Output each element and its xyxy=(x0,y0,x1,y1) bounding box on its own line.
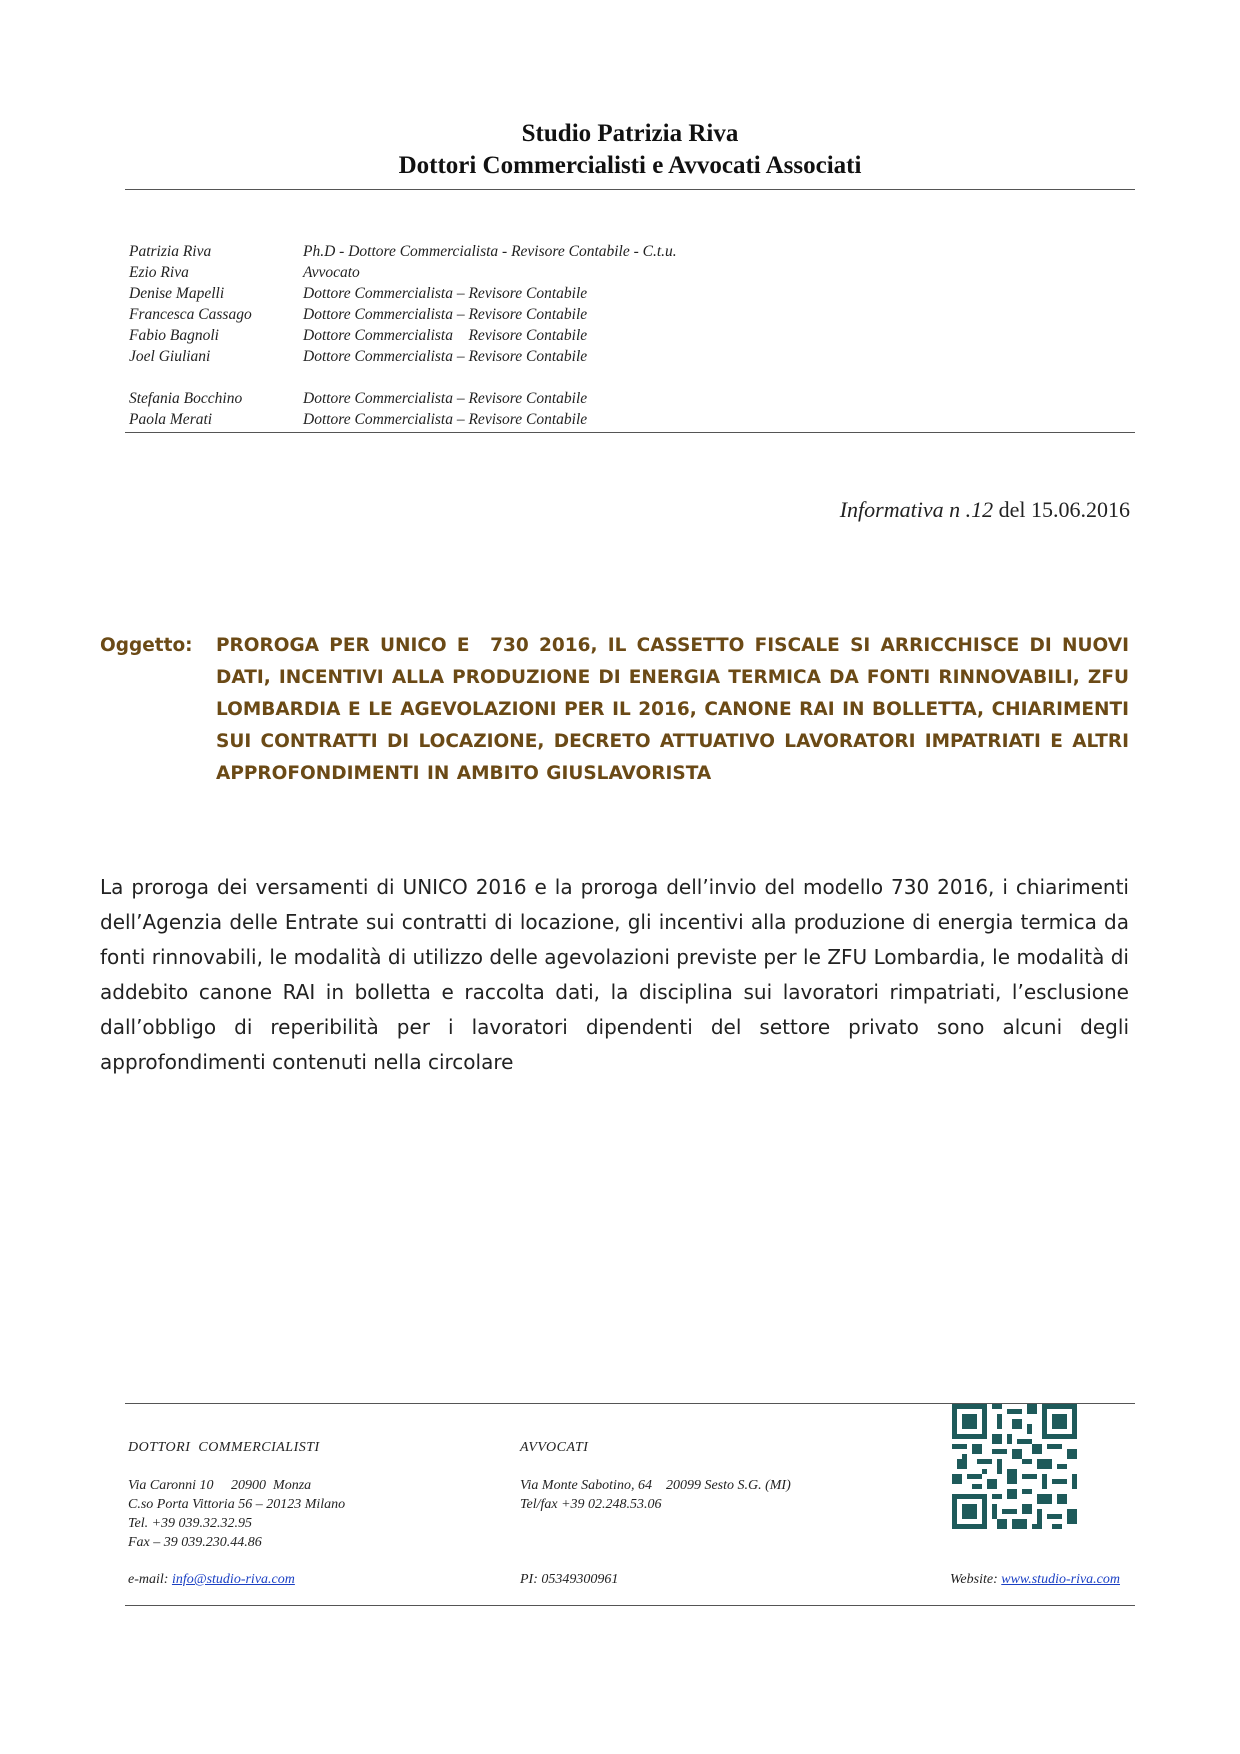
footer-pi: PI: 05349300961 xyxy=(520,1572,619,1587)
staff-row xyxy=(129,388,1029,409)
subject-text: PROROGA PER UNICO E 730 2016, IL CASSETTO FISCALE SI ARRICCHISCE DI NUOVI DATI, INCENTIVI ALLA PRODUZIONE DI ENERGIA TERMICA DA FONTI RINNOVABILI, ZFU LOMBARDIA E LE AGEVOLAZIONI PER IL 2016, CANONE RAI IN BOLLETTA, CHIARIMENTI SUI CONTRATTI DI LOCAZIONE, DECRETO ATTUATIVO LAVORATORI IMPATRIATI E ALTRI APPROFONDIMENTI IN AMBITO GIUSLAVORISTA xyxy=(216,635,1137,784)
email-label: e-mail: xyxy=(128,1572,169,1587)
website-link[interactable]: www.studio-riva.com xyxy=(1001,1572,1120,1587)
subject-label: Oggetto: xyxy=(100,635,193,656)
body-paragraph: La proroga dei versamenti di UNICO 2016 e la proroga dell’invio del modello 730 2016, i chiarimenti dell’Agenzia delle Entrate sui contratti di locazione, gli incentivi alla produzione di energia termica da fonti rinnovabili, le modalità di utilizzo delle agevolazioni previste per le ZFU Lombardia, le modalità di addebito canone RAI in bolletta e raccolta dati, la disciplina sui lavoratori rimpatriati, l’esclusione dall’obbligo di reperibilità per i lavoratori dipendenti del settore privato sono alcuni degli approfondimenti contenuti nella circolare xyxy=(100,875,1129,1074)
email-link[interactable]: info@studio-riva.com xyxy=(171,1572,295,1587)
qr-code-icon xyxy=(952,1404,1077,1529)
informativa-line xyxy=(840,497,1130,523)
footer xyxy=(125,1400,1135,1600)
header-top-rule xyxy=(125,189,1135,190)
header-bottom-rule xyxy=(125,432,1135,433)
commercialisti-address-monza: Via Caronni 10 20900 Monza xyxy=(128,1478,312,1493)
staff-role: Ph.D - Dottore Commercialista - Revisore Contabile - C.t.u. xyxy=(303,243,677,260)
staff-role: Dottore Commercialista – Revisore Contabile xyxy=(303,306,588,323)
staff-name: Fabio Bagnoli xyxy=(129,327,219,344)
avvocati-title: AVVOCATI xyxy=(520,1440,589,1455)
staff-row xyxy=(129,283,1029,304)
staff-name: Ezio Riva xyxy=(129,264,189,281)
staff-row xyxy=(129,304,1029,325)
staff-role: Avvocato xyxy=(303,264,360,281)
staff-name: Stefania Bocchino xyxy=(129,390,243,407)
footer-email-line xyxy=(128,1572,295,1588)
commercialisti-fax: Fax – 39 039.230.44.86 xyxy=(128,1535,262,1550)
avvocati-address: Via Monte Sabotino, 64 20099 Sesto S.G. (MI) xyxy=(520,1478,791,1493)
staff-name: Denise Mapelli xyxy=(129,285,225,302)
staff-row xyxy=(129,346,1029,367)
staff-row xyxy=(129,325,1029,346)
staff-name: Patrizia Riva xyxy=(129,243,212,260)
staff-name: Francesca Cassago xyxy=(129,306,252,323)
commercialisti-title: DOTTORI COMMERCIALISTI xyxy=(128,1440,320,1455)
staff-role: Dottore Commercialista – Revisore Contabile xyxy=(303,411,588,428)
website-label: Website: xyxy=(950,1572,998,1587)
footer-avvocati xyxy=(520,1438,791,1514)
staff-role: Dottore Commercialista – Revisore Contabile xyxy=(303,285,588,302)
staff-row xyxy=(129,409,1029,430)
staff-row xyxy=(129,241,1029,262)
footer-bottom-rule xyxy=(125,1605,1135,1606)
informativa-date: del 15.06.2016 xyxy=(998,497,1130,522)
footer-website-line xyxy=(950,1572,1120,1588)
commercialisti-address-milano: C.so Porta Vittoria 56 – 20123 Milano xyxy=(128,1497,346,1512)
avvocati-telfax: Tel/fax +39 02.248.53.06 xyxy=(520,1497,662,1512)
letterhead xyxy=(125,118,1135,182)
staff-name: Joel Giuliani xyxy=(129,348,211,365)
subject-block xyxy=(100,630,1137,790)
footer-commercialisti xyxy=(128,1438,345,1552)
staff-list xyxy=(129,241,1029,430)
staff-role: Dottore Commercialista – Revisore Contabile xyxy=(303,390,588,407)
firm-name: Studio Patrizia Riva xyxy=(521,120,739,147)
commercialisti-tel: Tel. +39 039.32.32.95 xyxy=(128,1516,253,1531)
staff-role: Dottore Commercialista Revisore Contabile xyxy=(303,327,588,344)
staff-role: Dottore Commercialista – Revisore Contabile xyxy=(303,348,588,365)
firm-subtitle: Dottori Commercialisti e Avvocati Associati xyxy=(398,152,862,179)
informativa-number: Informativa n .12 xyxy=(839,497,994,522)
staff-row xyxy=(129,262,1029,283)
staff-name: Paola Merati xyxy=(129,411,213,428)
